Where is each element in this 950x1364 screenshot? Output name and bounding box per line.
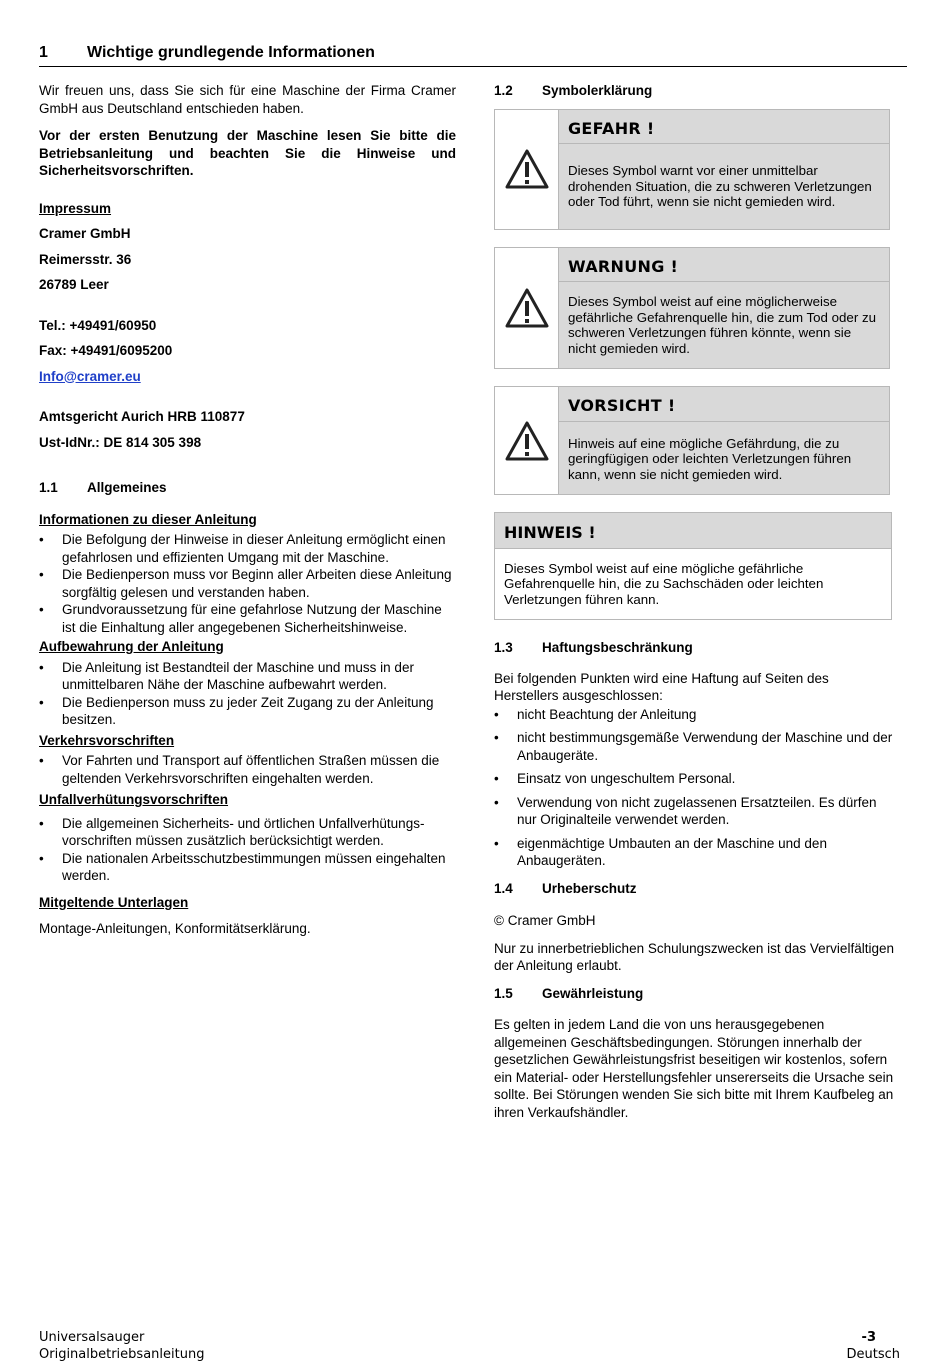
section-1-2-heading (494, 82, 894, 100)
chapter-title: Wichtige grundlegende Informationen (87, 44, 375, 61)
caution-label: VORSICHT ! (559, 387, 889, 422)
section-1-4-heading (494, 880, 894, 898)
storage-heading: Aufbewahrung der Anleitung (39, 639, 224, 654)
company-fax: Fax: +49491/6095200 (39, 343, 173, 358)
section-title: Symbolerklärung (542, 83, 653, 98)
intro-paragraph: Wir freuen uns, dass Sie sich für eine Maschine der Firma Cramer GmbH aus Deutschland entschieden haben. (39, 83, 456, 116)
right-column (494, 82, 894, 1121)
list-item: • Die allgemeinen Sicherheits- und örtlichen Unfallverhütungs-vorschriften müssen zusätzlich berücksichtigt werden. (39, 815, 456, 850)
list-item: • eigenmächtige Umbauten an der Maschine und den Anbaugeräten. (494, 835, 894, 870)
traffic-heading: Verkehrsvorschriften (39, 732, 175, 748)
liability-intro: Bei folgenden Punkten wird eine Haftung auf Seiten des Herstellers ausgeschlossen: (494, 670, 829, 703)
section-title: Allgemeines (87, 480, 167, 495)
section-number: 1.2 (494, 83, 513, 98)
impressum-heading: Impressum (39, 200, 112, 216)
section-1-5-heading (494, 985, 894, 1003)
copyright-notice: Nur zu innerbetrieblichen Schulungszwecken ist das Vervielfältigen der Anleitung erlaubt. (494, 940, 894, 973)
danger-symbol-box (494, 109, 890, 230)
list-item: • Grundvoraussetzung für eine gefahrlose Nutzung der Maschine ist die Einhaltung aller angegebenen Sicherheitshinweise. (39, 601, 456, 636)
list-item: • Die Befolgung der Hinweise in dieser Anleitung ermöglicht einen gefahrlosen und effizienten Umgang mit der Maschine. (39, 531, 456, 566)
section-number: 1.5 (494, 985, 513, 1001)
list-item: • nicht bestimmungsgemäße Verwendung der Maschine und der Anbaugeräte. (494, 729, 894, 764)
company-city: 26789 Leer (39, 277, 109, 292)
accident-list (39, 815, 456, 885)
info-heading: Informationen zu dieser Anleitung (39, 511, 257, 527)
notice-label: HINWEIS ! (495, 513, 891, 549)
section-number: 1.4 (494, 880, 513, 896)
page-number: -3 (861, 1330, 876, 1345)
warning-label: WARNUNG ! (559, 248, 889, 283)
footer-left (39, 1329, 204, 1363)
warning-triangle-icon (495, 248, 559, 369)
notice-symbol-box (494, 512, 892, 620)
list-item: • Die Anleitung ist Bestandteil der Maschine und muss in der unmittelbaren Nähe der Maschine aufbewahrt werden. (39, 659, 456, 694)
warning-text: Dieses Symbol weist auf eine möglicherweise gefährliche Gefahrenquelle hin, die zum Tod oder zu schweren Verletzungen führen könnte, wenn sie nicht gemieden wird. (568, 294, 876, 356)
liability-list (494, 706, 894, 870)
vat-id: Ust-IdNr.: DE 814 305 398 (39, 434, 202, 450)
email-link[interactable]: Info@cramer.eu (39, 368, 141, 384)
section-title: Gewährleistung (542, 985, 644, 1001)
warning-triangle-icon (495, 110, 559, 229)
section-number: 1.1 (39, 480, 58, 495)
related-docs-heading: Mitgeltende Unterlagen (39, 894, 189, 910)
copyright-text: © Cramer GmbH (494, 913, 596, 928)
section-1-3-heading (494, 639, 894, 657)
warning-triangle-icon (495, 387, 559, 494)
left-column (39, 82, 456, 938)
list-item: • Die Bedienperson muss vor Beginn aller Arbeiten diese Anleitung sorgfältig gelesen und verstanden haben. (39, 566, 456, 601)
caution-symbol-box (494, 386, 890, 495)
list-item: • Die Bedienperson muss zu jeder Zeit Zugang zu der Anleitung besitzen. (39, 694, 456, 729)
company-street: Reimersstr. 36 (39, 251, 132, 267)
section-1-1-heading (39, 479, 456, 497)
section-title: Haftungsbeschränkung (542, 640, 693, 655)
company-phone: Tel.: +49491/60950 (39, 317, 157, 333)
warranty-text: Es gelten in jedem Land die von uns herausgegebenen allgemeinen Geschäftsbedingungen. Störungen innerhalb der gesetzlichen Gewährleistungsfrist beseitigen wir kostenlos, sofern ein Material- oder Herstellungsfehler unsererseits die Ursache sein sollte. Bei Störungen wenden Sie sich bitte mit Ihrem Kaufbeleg an ihren Verkaufshändler. (494, 1017, 894, 1120)
list-item: • Einsatz von ungeschultem Personal. (494, 770, 894, 788)
notice-text: Dieses Symbol weist auf eine mögliche gefährliche Gefahrenquelle hin, die zu Sachschäden oder leichten Verletzungen führen kann. (504, 560, 824, 607)
court-registration: Amtsgericht Aurich HRB 110877 (39, 409, 245, 424)
danger-label: GEFAHR ! (559, 110, 889, 145)
list-item: • Vor Fahrten und Transport auf öffentlichen Straßen müssen die geltenden Verkehrsvorschriften eingehalten werden. (39, 752, 456, 787)
section-number: 1.3 (494, 640, 513, 655)
footer-product: Universalsauger (39, 1330, 145, 1345)
traffic-list (39, 752, 456, 787)
accident-heading: Unfallverhütungsvorschriften (39, 792, 229, 807)
footer-right (846, 1329, 900, 1363)
list-item: • Die nationalen Arbeitsschutzbestimmungen müssen eingehalten werden. (39, 850, 456, 885)
list-item: • Verwendung von nicht zugelassenen Ersatzteilen. Es dürfen nur Originalteile verwendet werden. (494, 794, 894, 829)
related-docs-text: Montage-Anleitungen, Konformitätserklärung. (39, 921, 311, 936)
warning-symbol-box (494, 247, 890, 370)
footer-document: Originalbetriebsanleitung (39, 1347, 205, 1362)
list-item: • nicht Beachtung der Anleitung (494, 706, 894, 724)
info-list (39, 531, 456, 636)
chapter-number: 1 (39, 44, 48, 61)
footer-language: Deutsch (846, 1347, 900, 1362)
company-name: Cramer GmbH (39, 226, 131, 241)
caution-text: Hinweis auf eine mögliche Gefährdung, die zu geringfügigen oder leichten Verletzungen führen kann, wenn sie nicht gemieden wird. (568, 435, 852, 482)
storage-list (39, 659, 456, 729)
danger-text: Dieses Symbol warnt vor einer unmittelbar drohenden Situation, die zu schweren Verletzungen oder Tod führt, wenn sie nicht gemieden wird. (568, 163, 872, 209)
section-title: Urheberschutz (542, 880, 637, 896)
chapter-heading (39, 44, 907, 67)
read-manual-notice: Vor der ersten Benutzung der Maschine lesen Sie bitte die Betriebsanleitung und beachten Sie die Hinweise und Sicherheitsvorschriften. (39, 128, 456, 178)
